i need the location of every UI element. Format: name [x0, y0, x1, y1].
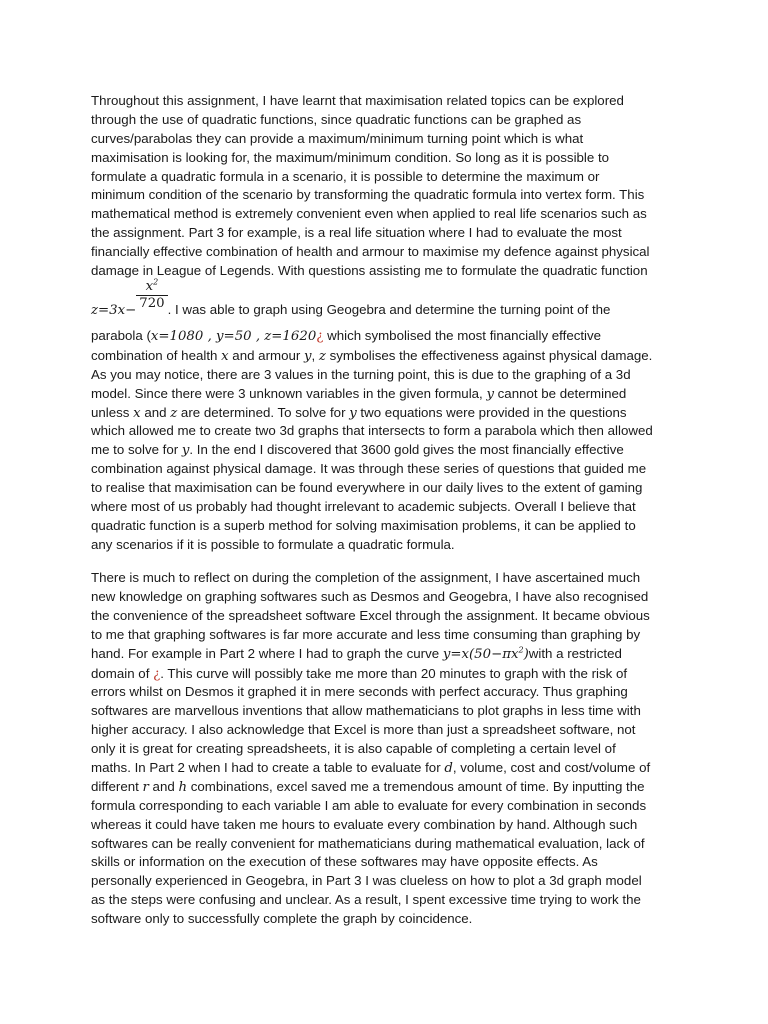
text-line: damage in League of Legends. With questions assisting me to formulate the quadratic function — [91, 263, 648, 279]
text-line: the convenience of the spreadsheet software Excel through the assignment. It became obvious — [91, 607, 650, 623]
text-line — [91, 759, 681, 778]
text-line — [91, 347, 681, 366]
text-line: only it is great for creating spreadsheets, it is also capable of completing a certain level of — [91, 741, 616, 757]
text-line: minimum condition of the scenario by transforming the quadratic formula into vertex form. This — [91, 187, 645, 203]
equation-line — [91, 277, 681, 327]
text-line — [91, 385, 681, 404]
math-var: x — [133, 405, 141, 421]
equation-part: y=x(50−π — [442, 646, 511, 662]
math-var: y — [349, 405, 357, 421]
math-var: z — [318, 348, 326, 364]
text-span: combinations, excel saved me a tremendous amount of time. By inputting the — [187, 778, 645, 794]
text-line: combination against physical damage. It was through these series of questions that guided me — [91, 461, 647, 477]
render-error-marker: ¿ — [316, 328, 324, 344]
math-var: y — [486, 386, 494, 402]
text-line: curves/parabolas they can provide a maximum/minimum turning point which is what — [91, 130, 584, 146]
text-line — [91, 665, 681, 684]
text-span: which symbolised the most financially effective — [323, 327, 602, 343]
math-var: y — [181, 443, 190, 459]
math-var: d — [444, 761, 453, 777]
text-line: to me that graphing softwares is far more accurate and less time consuming than graphing by — [91, 626, 641, 642]
text-line: formula corresponding to each variable I am able to evaluate for every combination in seconds — [91, 797, 647, 813]
text-line: There is much to reflect on during the completion of the assignment, I have ascertained much — [91, 570, 641, 585]
fraction-numerator — [136, 279, 167, 296]
math-var: z — [170, 405, 178, 421]
text-span: combination of health — [91, 347, 222, 363]
text-span: . In the end I discovered that 3600 gold gives the most financially effective — [189, 442, 624, 458]
render-error-marker: ¿ — [153, 666, 161, 682]
text-line: errors whilst on Desmos it graphed it in mere seconds with perfect accuracy. Thus graphing — [91, 684, 628, 700]
fraction-denominator: 720 — [139, 295, 165, 311]
numerator-base: x — [145, 278, 154, 294]
text-span: . This curve will possibly take me more than 20 minutes to graph with the risk of — [160, 665, 628, 681]
text-line: software only to successfully complete the graph by coincidence. — [91, 911, 473, 927]
text-span: are determined. To solve for — [177, 404, 350, 420]
text-span: symbolises the effectiveness against physical damage. — [325, 347, 653, 363]
text-line: which allowed me to create two 3d graphs that intersects to form a parabola which then allowed — [91, 423, 653, 439]
text-span: with a restricted — [528, 645, 622, 661]
equation-part: x — [510, 646, 519, 662]
text-span: , volume, cost and cost/volume of — [452, 760, 651, 776]
text-line: the assignment. Part 3 for example, is a real life situation where I had to evaluate the most — [91, 225, 622, 241]
turning-point-line — [91, 327, 681, 347]
text-span: , — [311, 347, 319, 363]
curve-equation-line — [91, 645, 681, 665]
text-line: Throughout this assignment, I have learnt that maximisation related topics can be explored — [91, 93, 624, 108]
text-line: as the steps were confusing and unclear. As a result, I spent excessive time trying to work the — [91, 892, 641, 908]
text-span: maths. In Part 2 when I had to create a table to evaluate for — [91, 760, 445, 776]
equation-trailing-text: . I was able to graph using Geogebra and determine the turning point of the — [167, 301, 611, 317]
equation-exponent: 2 — [518, 645, 524, 655]
text-span: cannot be determined — [493, 385, 627, 401]
text-span: and armour — [228, 347, 304, 363]
equation-z-x: x — [117, 302, 126, 318]
text-line: higher accuracy. I also acknowledge that Excel is more than just a spreadsheet software, not — [91, 722, 636, 738]
text-span: domain of — [91, 665, 154, 681]
text-span: hand. For example in Part 2 where I had to graph the curve — [91, 645, 443, 661]
text-span: parabola ( — [91, 327, 151, 343]
text-span: two equations were provided in the questions — [356, 404, 627, 420]
equation-fraction — [136, 279, 167, 312]
math-var: y — [304, 348, 312, 364]
text-line: new knowledge on graphing softwares such as Desmos and Geogebra, I have also recognised — [91, 588, 649, 604]
text-line — [91, 778, 681, 797]
text-line: through the use of quadratic functions, since quadratic functions can be graphed as — [91, 111, 582, 127]
text-line: to realise that maximisation can be found everywhere in our daily lives to the extent of gaming — [91, 480, 643, 496]
text-span: model. Since there were 3 unknown variables in the given formula, — [91, 385, 487, 401]
text-line — [91, 441, 681, 460]
text-line: where most of us probably had thought irrelevant to academic subjects. Overall I believe that — [91, 499, 636, 515]
text-line: personally experienced in Geogebra, in Part 3 I was clueless on how to plot a 3d graph model — [91, 873, 642, 889]
turning-point-values: x=1080 , y=50 , z=1620 — [150, 328, 317, 344]
text-span: and — [140, 404, 171, 420]
math-var: x — [221, 348, 229, 364]
equation-part: ) — [523, 646, 529, 662]
text-line: As you may notice, there are 3 values in the turning point, this is due to the graphing of a 3d — [91, 366, 631, 382]
paragraph-2 — [91, 569, 681, 929]
text-line — [91, 404, 681, 423]
curve-equation — [443, 647, 529, 662]
text-line: maximisation is looking for, the maximum/minimum condition. So long as it is possible to — [91, 149, 610, 165]
text-line: financially effective combination of health and armour to maximise my defence against physical — [91, 244, 650, 260]
text-line: softwares can be really convenient for mathematicians during mathematical evaluation, lack of — [91, 835, 645, 851]
equation-z-minus: − — [125, 302, 137, 318]
equation-z-lhs: z=3 — [91, 302, 118, 318]
text-span: me to solve for — [91, 442, 182, 458]
text-span: unless — [91, 404, 134, 420]
text-line: any scenarios if it is possible to formulate a quadratic formula. — [91, 536, 455, 552]
text-line: mathematical method is extremely convenient even when applied to real life scenarios such as — [91, 206, 647, 222]
text-line: softwares are marvellous inventions that allow mathematicians to plot graphs in less time with — [91, 703, 641, 719]
paragraph-1 — [91, 92, 681, 555]
math-var: r — [142, 779, 149, 795]
text-line: formulate a quadratic formula in a scenario, it is possible to determine the maximum or — [91, 168, 600, 184]
text-line: skills or information on the execution of these softwares may have opposite effects. As — [91, 854, 598, 870]
text-line: quadratic function is a superb method for solving maximisation problems, it can be applied to — [91, 517, 636, 533]
text-line: whereas it could have taken me hours to evaluate every combination by hand. Although such — [91, 816, 638, 832]
math-var: h — [178, 779, 188, 795]
text-span: and — [148, 778, 179, 794]
numerator-exponent: 2 — [153, 277, 159, 287]
text-span: different — [91, 778, 143, 794]
